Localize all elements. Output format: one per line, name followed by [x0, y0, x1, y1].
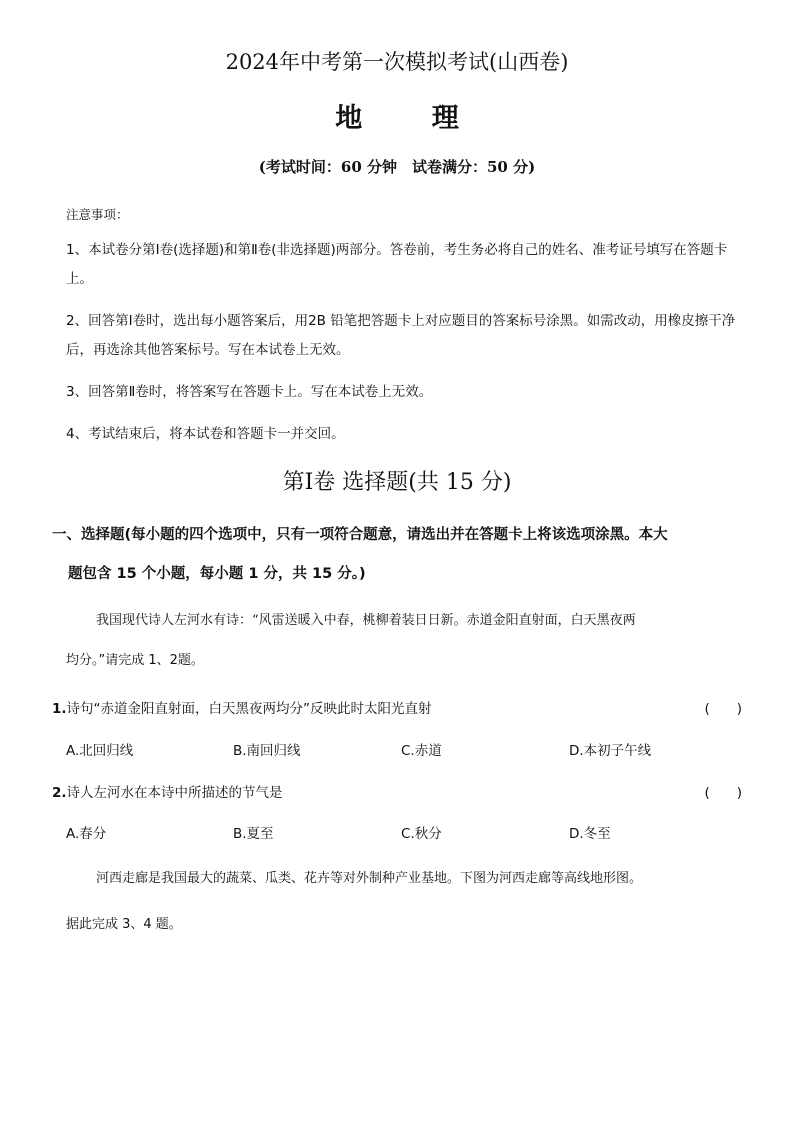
passage-1-line-2: 均分。”请完成 1、2题。: [66, 653, 204, 668]
exam-title: 2024年中考第一次模拟考试(山西卷): [225, 50, 569, 74]
option-b[interactable]: B.夏至: [233, 826, 274, 842]
part-heading-line-2: 题包含 15 个小题，每小题 1 分，共 15 分。): [68, 566, 366, 582]
notice-item-3: 3、回答第Ⅱ卷时，将答案写在答题卡上。写在本试卷上无效。: [66, 384, 433, 400]
question-2: [52, 781, 742, 801]
option-c[interactable]: C.赤道: [401, 743, 442, 759]
section-title: 第Ⅰ卷 选择题(共 15 分): [282, 470, 512, 495]
notice-heading: 注意事项：: [66, 207, 129, 222]
option-d[interactable]: D.本初子午线: [569, 743, 652, 759]
option-b[interactable]: B.南回归线: [233, 743, 301, 759]
option-a[interactable]: A.北回归线: [66, 743, 134, 759]
question-number: 2.: [52, 785, 67, 801]
part-heading-line-1: 一、选择题(每小题的四个选项中，只有一项符合题意，请选出并在答题卡上将该选项涂黑。本大: [52, 527, 668, 543]
question-stem: 诗句“赤道金阳直射面，白天黑夜两均分”反映此时太阳光直射: [66, 701, 432, 717]
question-stem: 诗人左河水在本诗中所描述的节气是: [66, 785, 283, 801]
answer-paren: ( ): [704, 701, 742, 717]
option-d[interactable]: D.冬至: [569, 826, 611, 842]
answer-paren: ( ): [704, 785, 742, 801]
question-1: [52, 697, 742, 717]
passage-2-line-2: 据此完成 3、4 题。: [66, 917, 182, 932]
question-number: 1.: [52, 701, 67, 717]
passage-2-line-1: 河西走廊是我国最大的蔬菜、瓜类、花卉等对外制种产业基地。下图为河西走廊等高线地形图。: [96, 871, 643, 886]
subject-title: 地 理: [335, 103, 489, 134]
notice-item-2: 2、回答第Ⅰ卷时，选出每小题答案后，用2B 铅笔把答题卡上对应题目的答案标号涂黑。如需改动，用橡皮擦干净后，再选涂其他答案标号。写在本试卷上无效。: [66, 313, 736, 358]
notice-item-4: 4、考试结束后，将本试卷和答题卡一并交回。: [66, 426, 345, 442]
exam-info: (考试时间：60 分钟 试卷满分：50 分): [258, 158, 536, 176]
notice-item-1: 1、本试卷分第Ⅰ卷(选择题)和第Ⅱ卷(非选择题)两部分。答卷前，考生务必将自己的姓名、准考证号填写在答题卡上。: [66, 242, 728, 287]
option-c[interactable]: C.秋分: [401, 826, 442, 842]
passage-1-line-1: 我国现代诗人左河水有诗：“风雷送暖入中春，桃柳着装日日新。赤道金阳直射面，白天黑夜两: [96, 613, 636, 628]
part-heading: [52, 516, 752, 594]
option-a[interactable]: A.春分: [66, 826, 107, 842]
